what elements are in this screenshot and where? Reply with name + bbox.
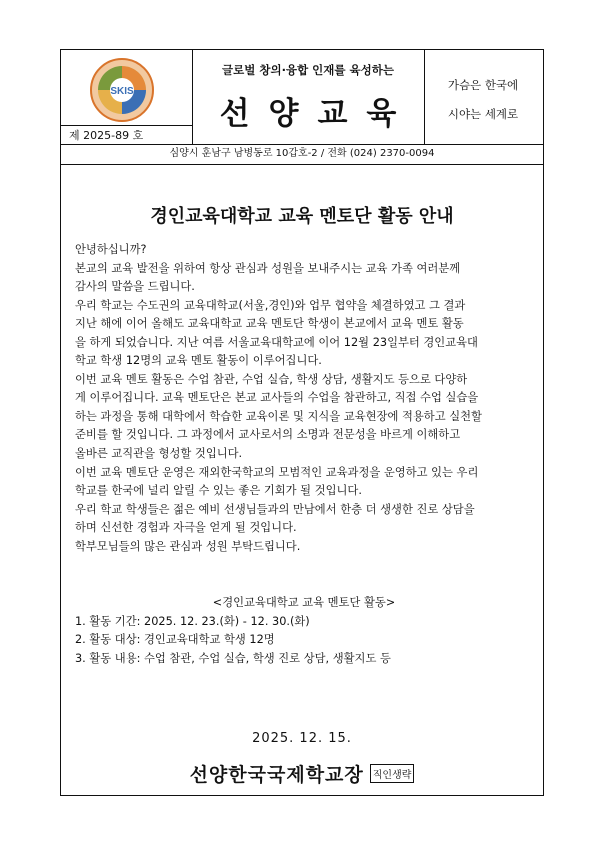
body-line: 하는 과정을 통해 대학에서 학습한 교육이론 및 지식을 교육현장에 적용하고 실천할 — [75, 409, 482, 423]
newsletter-name: 선양교육 — [219, 96, 416, 132]
body-line: 지난 해에 이어 올해도 교육대학교 교육 멘토단 학생이 본교에서 교육 멘토 활동 — [75, 317, 464, 331]
body-line: 감사의 말씀을 드립니다. — [75, 280, 195, 294]
body-line: 게 이루어집니다. 교육 멘토단은 본교 교사들의 수업을 참관하고, 직접 수업 실습을 — [75, 391, 479, 405]
body-line: 이번 교육 멘토 활동은 수업 참관, 수업 실습, 학생 상담, 생활지도 등으로 다양하 — [75, 372, 468, 386]
motto-line-1: 가슴은 한국에 — [447, 78, 519, 92]
body-line: 이번 교육 멘토단 운영은 재외한국학교의 모범적인 교육과정을 운영하고 있는 우리 — [75, 465, 479, 479]
slogan: 글로벌 창의·융합 인재를 육성하는 — [222, 63, 394, 77]
body-line: 을 하게 되었습니다. 지난 여름 서울교육대학교에 이어 12월 23일부터 경인교육대 — [75, 335, 478, 349]
body-line: 학교 학생 12명의 교육 멘토 활동이 이루어집니다. — [75, 354, 322, 368]
program-item: 2. 활동 대상: 경인교육대학교 학생 12명 — [75, 633, 275, 646]
program-title: <경인교육대학교 교육 멘토단 활동> — [212, 596, 396, 609]
school-motto — [424, 50, 542, 144]
logo-cell — [61, 50, 193, 144]
newsletter-frame — [60, 49, 544, 796]
seal-omitted-stamp: 직인생략 — [370, 764, 415, 783]
program-item: 3. 활동 내용: 수업 참관, 수업 실습, 학생 진로 상담, 생활지도 등 — [75, 651, 391, 665]
body-line: 하며 신선한 경험과 자극을 얻게 될 것입니다. — [75, 521, 297, 535]
program-info — [75, 594, 533, 668]
body-line: 우리 학교 학생들은 젊은 예비 선생님들과의 만남에서 한층 더 생생한 진로 상담을 — [75, 502, 475, 516]
body-line: 학부모님들의 많은 관심과 성원 부탁드립니다. — [75, 539, 301, 553]
body-line: 본교의 교육 발전을 위하여 항상 관심과 성원을 보내주시는 교육 가족 여러분께 — [75, 261, 461, 275]
document-date: 2025. 12. 15. — [252, 731, 352, 746]
letter-body — [75, 241, 533, 556]
masthead — [61, 50, 543, 145]
school-logo-icon — [89, 57, 155, 123]
issue-number: 제 2025-89 호 — [61, 125, 192, 145]
body-line: 올바른 교직관을 형성할 것입니다. — [75, 447, 243, 461]
signature-row — [61, 760, 543, 787]
motto-line-2: 시야는 세계로 — [447, 107, 519, 121]
title-cell — [192, 50, 425, 144]
signer-name: 선양한국국제학교장 — [189, 764, 364, 786]
logo-text: SKIS — [110, 86, 134, 97]
body-line: 우리 학교는 수도권의 교육대학교(서울,경인)와 업무 협약을 체결하였고 그 결과 — [75, 298, 466, 312]
body-line: 학교를 한국에 널리 알릴 수 있는 좋은 기회가 될 것입니다. — [75, 484, 362, 498]
body-line: 안녕하십니까? — [75, 243, 147, 256]
body-line: 준비를 할 것입니다. 그 과정에서 교사로서의 소명과 전문성을 바르게 이해하고 — [75, 428, 461, 442]
program-item: 1. 활동 기간: 2025. 12. 23.(화) - 12. 30.(화) — [75, 614, 310, 628]
school-address: 심양시 훈남구 남병동로 10갑호-2 / 전화 (024) 2370-0094 — [61, 144, 543, 165]
document-title: 경인교육대학교 교육 멘토단 활동 안내 — [150, 206, 454, 227]
